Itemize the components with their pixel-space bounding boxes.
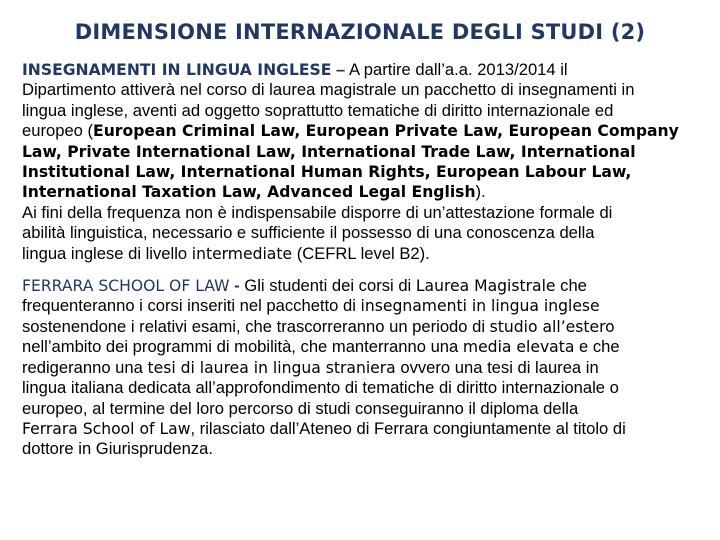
course-list-line: Law, Private International Law, International Trade Law, International (22, 142, 636, 161)
text-span: (CEFRL level B2). (292, 243, 430, 263)
slide-body (22, 60, 702, 460)
heading-separator: - (229, 276, 245, 296)
emphasis-text: tesi di laurea in lingua straniera (147, 358, 396, 377)
text-line: abilità linguistica, necessario e sufficiente il possesso di una conoscenza della (22, 223, 595, 243)
text-line (22, 244, 702, 264)
text-span: nell’ambito dei programmi di mobilità, che manterranno una (22, 337, 463, 357)
heading-dash: – (336, 60, 346, 79)
level-term: intermediate (191, 244, 293, 263)
text-line (22, 121, 702, 141)
text-span: ). (475, 182, 486, 202)
text-line: dottore in Giurisprudenza. (22, 439, 213, 459)
paragraph-gap (22, 264, 702, 276)
text-span: europeo ( (22, 121, 94, 141)
text-line (22, 337, 702, 357)
section-heading-english-courses: INSEGNAMENTI IN LINGUA INGLESE (22, 61, 332, 79)
text-span: ovvero una tesi di laurea in (395, 357, 599, 377)
text-line (22, 296, 702, 316)
emphasis-text: studio all’estero (489, 317, 615, 336)
text-span: che (555, 276, 587, 296)
text-span: frequenteranno i corsi inseriti nel pacchetto di (22, 296, 361, 316)
text-line: Dipartimento attiverà nel corso di laurea magistrale un pacchetto di insegnamenti in (22, 80, 635, 100)
section-heading-ferrara-school: FERRARA SCHOOL OF LAW (22, 277, 230, 296)
text-line: europeo, al termine del loro percorso di studi conseguiranno il diploma della (22, 398, 579, 418)
emphasis-text: media elevata (462, 338, 575, 357)
text-line: lingua inglese, aventi ad oggetto soprattutto tematiche di diritto internazionale ed (22, 100, 614, 120)
emphasis-text: Laurea Magistrale (415, 277, 556, 296)
text-span: sostenendone i relativi esami, che trascorreranno un periodo di (22, 316, 490, 336)
text-line: lingua italiana dedicata all’approfondimento di tematiche di diritto internazionale o (22, 378, 619, 398)
text-span: e che (574, 337, 620, 357)
text-span: A partire dall’a.a. 2013/2014 il (348, 60, 568, 79)
emphasis-text: insegnamenti in lingua inglese (360, 297, 600, 316)
text-span: Gli studenti dei corsi di (244, 276, 416, 296)
text-line: Ai fini della frequenza non è indispensabile disporre di un’attestazione formale di (22, 202, 613, 222)
text-line (22, 182, 702, 202)
paragraph-english-courses (22, 60, 702, 264)
text-span: , rilasciato dall’Ateneo di Ferrara congiuntamente al titolo di (190, 418, 626, 438)
course-list-text: European Criminal Law, European Private Law, European Company (93, 122, 679, 141)
course-list-line: Institutional Law, International Human Rights, European Labour Law, (22, 163, 632, 182)
text-line (22, 276, 702, 296)
text-line (22, 419, 702, 439)
text-span: lingua inglese di livello (22, 243, 192, 263)
text-line (22, 358, 702, 378)
paragraph-ferrara-school (22, 276, 702, 460)
emphasis-text: Ferrara School of Law (22, 419, 191, 438)
text-span: redigeranno una (22, 357, 148, 377)
course-list-text: International Taxation Law, Advanced Legal English (22, 183, 476, 202)
text-line (22, 60, 702, 80)
text-line (22, 317, 702, 337)
slide-title: DIMENSIONE INTERNAZIONALE DEGLI STUDI (2) (74, 20, 646, 44)
